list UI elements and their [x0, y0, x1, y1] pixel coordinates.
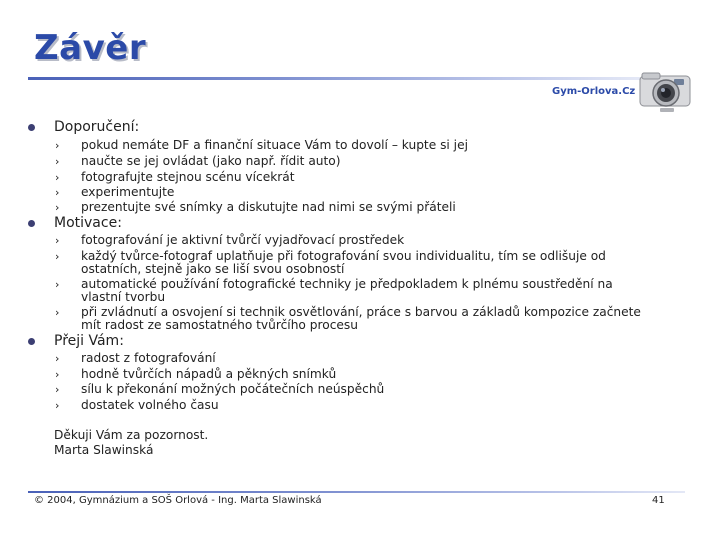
list-item [55, 398, 651, 412]
chevron-right-icon: › [55, 383, 60, 396]
list-item [55, 382, 651, 396]
section-heading [54, 333, 124, 350]
section-heading-text: Přeji Vám: [54, 333, 124, 349]
list-item [55, 233, 651, 247]
footer-copyright: © 2004, Gymnázium a SOŠ Orlová - Ing. Marta Slawinská [34, 495, 322, 506]
list-item-text: dostatek volného času [81, 398, 219, 412]
list-item-text: fotografujte stejnou scénu vícekrát [81, 170, 295, 184]
slide-title: Závěr [34, 28, 147, 68]
chevron-right-icon: › [55, 250, 60, 263]
list-item [55, 249, 651, 276]
closing-thanks: Děkuji Vám za pozornost. [54, 428, 209, 442]
closing-block [54, 428, 208, 458]
list-item [55, 185, 651, 199]
section-heading-text: Motivace: [54, 215, 122, 231]
list-item [55, 138, 651, 152]
list-item [55, 305, 651, 332]
bullet-dot-icon [28, 338, 35, 345]
list-item-text: pokud nemáte DF a finanční situace Vám to dovolí – kupte si jej [81, 138, 468, 152]
bullet-dot-icon [28, 124, 35, 131]
list-item [55, 200, 651, 214]
chevron-right-icon: › [55, 278, 60, 291]
chevron-right-icon: › [55, 306, 60, 319]
list-item-text: radost z fotografování [81, 351, 216, 365]
bullet-dot-icon [28, 220, 35, 227]
list-item [55, 367, 651, 381]
chevron-right-icon: › [55, 234, 60, 247]
section-heading-text: Doporučení: [54, 119, 140, 135]
list-item [55, 170, 651, 184]
list-item-text: každý tvůrce-fotograf uplatňuje při fotografování svou individualitu, tím se odlišuje od ostatních, stejně jako se liší svou osobností [81, 249, 606, 276]
header-rule [28, 77, 640, 80]
list-item-text: hodně tvůrčích nápadů a pěkných snímků [81, 367, 337, 381]
chevron-right-icon: › [55, 201, 60, 214]
list-item [55, 154, 651, 168]
chevron-right-icon: › [55, 155, 60, 168]
list-item-text: fotografování je aktivní tvůrčí vyjadřovací prostředek [81, 233, 405, 247]
list-item-text: prezentujte své snímky a diskutujte nad nimi se svými přáteli [81, 200, 456, 214]
list-item [55, 277, 651, 304]
list-item-text: automatické používání fotografické techniky je předpokladem k plnému soustředění na vlastní tvorbu [81, 277, 613, 304]
list-item [55, 351, 651, 365]
section-heading [54, 119, 139, 136]
list-item-text: při zvládnutí a osvojení si technik osvětlování, práce s barvou a základů kompozice začnete mít radost ze samostatného tvůrčího procesu [81, 305, 641, 332]
chevron-right-icon: › [55, 352, 60, 365]
brand-label: Gym-Orlova.Cz [552, 86, 636, 97]
chevron-right-icon: › [55, 368, 60, 381]
section-heading [54, 215, 122, 232]
list-item-text: experimentujte [81, 185, 175, 199]
chevron-right-icon: › [55, 186, 60, 199]
footer-rule [28, 491, 685, 493]
chevron-right-icon: › [55, 139, 60, 152]
page-number: 41 [652, 495, 665, 506]
chevron-right-icon: › [55, 399, 60, 412]
camera-icon [634, 66, 696, 114]
closing-author: Marta Slawinská [54, 443, 154, 457]
list-item-text: naučte se jej ovládat (jako např. řídit auto) [81, 154, 341, 168]
list-item-text: sílu k překonání možných počátečních neúspěchů [81, 382, 385, 396]
chevron-right-icon: › [55, 171, 60, 184]
